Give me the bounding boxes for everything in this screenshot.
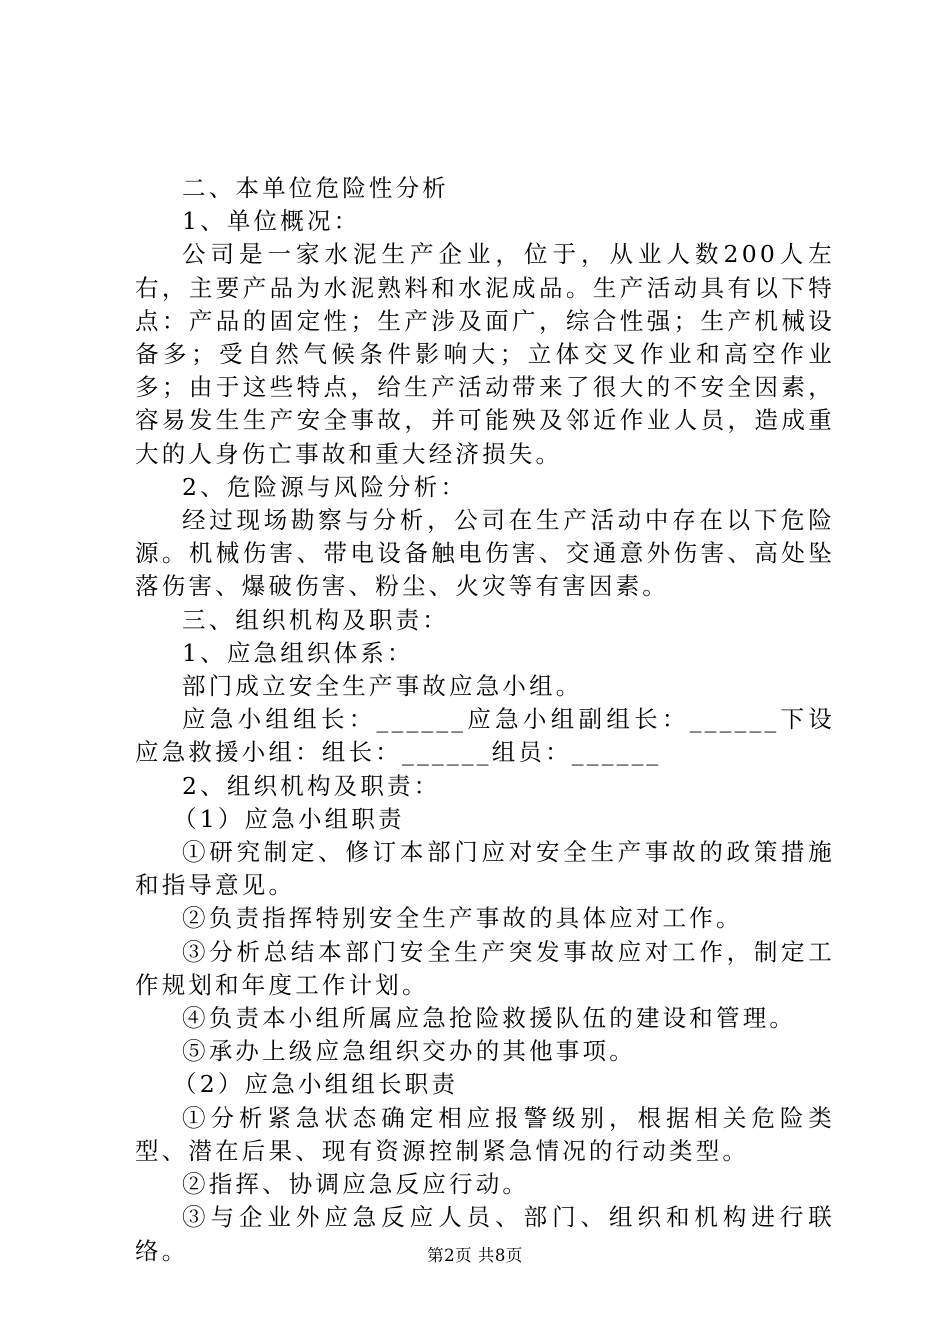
paragraph-emergency-group: 部门成立安全生产事故应急小组。: [182, 672, 583, 701]
section-heading-hazard-analysis: 二、本单位危险性分析: [182, 174, 449, 202]
list-item-leader-duty-2: ②指挥、协调应急反应行动。: [182, 1170, 530, 1199]
paragraph-hazard-sources: 经过现场勘察与分析，公司在生产活动中存在以下危险源。机械伤害、带电设备触电伤害、交通意外伤害、高处坠落伤害、爆破伤害、粉尘、火灾等有害因素。: [135, 506, 835, 601]
subheading-leader-duties: （2）应急小组组长职责: [173, 1070, 459, 1099]
document-body: [135, 172, 835, 1268]
list-item-duty-3: ③分析总结本部门安全生产突发事故应对工作，制定工作规划和年度工作计划。: [135, 937, 835, 999]
list-item-leader-duty-1: ①分析紧急状态确定相应报警级别，根据相关危险类型、潜在后果、现有资源控制紧急情况的行动类型。: [135, 1103, 835, 1165]
list-item-duty-2: ②负责指挥特别安全生产事故的具体应对工作。: [182, 904, 743, 933]
page-number-footer: 第2页 共8页: [427, 1246, 523, 1265]
subheading-unit-overview: 1、单位概况：: [182, 207, 361, 236]
list-item-duty-4: ④负责本小组所属应急抢险救援队伍的建设和管理。: [182, 1004, 797, 1033]
subheading-org-duties: 2、组织机构及职责：: [182, 771, 441, 800]
list-item-duty-1: ①研究制定、修订本部门应对安全生产事故的政策措施和指导意见。: [135, 838, 835, 900]
paragraph-unit-overview: 公司是一家水泥生产企业，位于，从业人数200人左右，主要产品为水泥熟料和水泥成品。生产活动具有以下特点：产品的固定性；生产涉及面广，综合性强；生产机械设备多；受自然气候条件影响大；立体交叉作业和高空作业多；由于这些特点，给生产活动带来了很大的不安全因素，容易发生生产安全事故，并可能殃及邻近作业人员，造成重大的人身伤亡事故和重大经济损失。: [135, 240, 835, 468]
subheading-emergency-system: 1、应急组织体系：: [182, 638, 414, 667]
list-item-duty-5: ⑤承办上级应急组织交办的其他事项。: [182, 1037, 636, 1066]
list-item-leader-duty-3: ③与企业外应急反应人员、部门、组织和机构进行联络。: [135, 1203, 835, 1265]
subheading-group-duties: （1）应急小组职责: [173, 804, 405, 833]
subheading-hazard-risk: 2、危险源与风险分析：: [182, 472, 468, 501]
section-heading-organization: 三、组织机构及职责：: [182, 605, 449, 634]
paragraph-group-members: 应急小组组长：______应急小组副组长：______下设应急救援小组：组长：______组员：______: [135, 705, 835, 767]
